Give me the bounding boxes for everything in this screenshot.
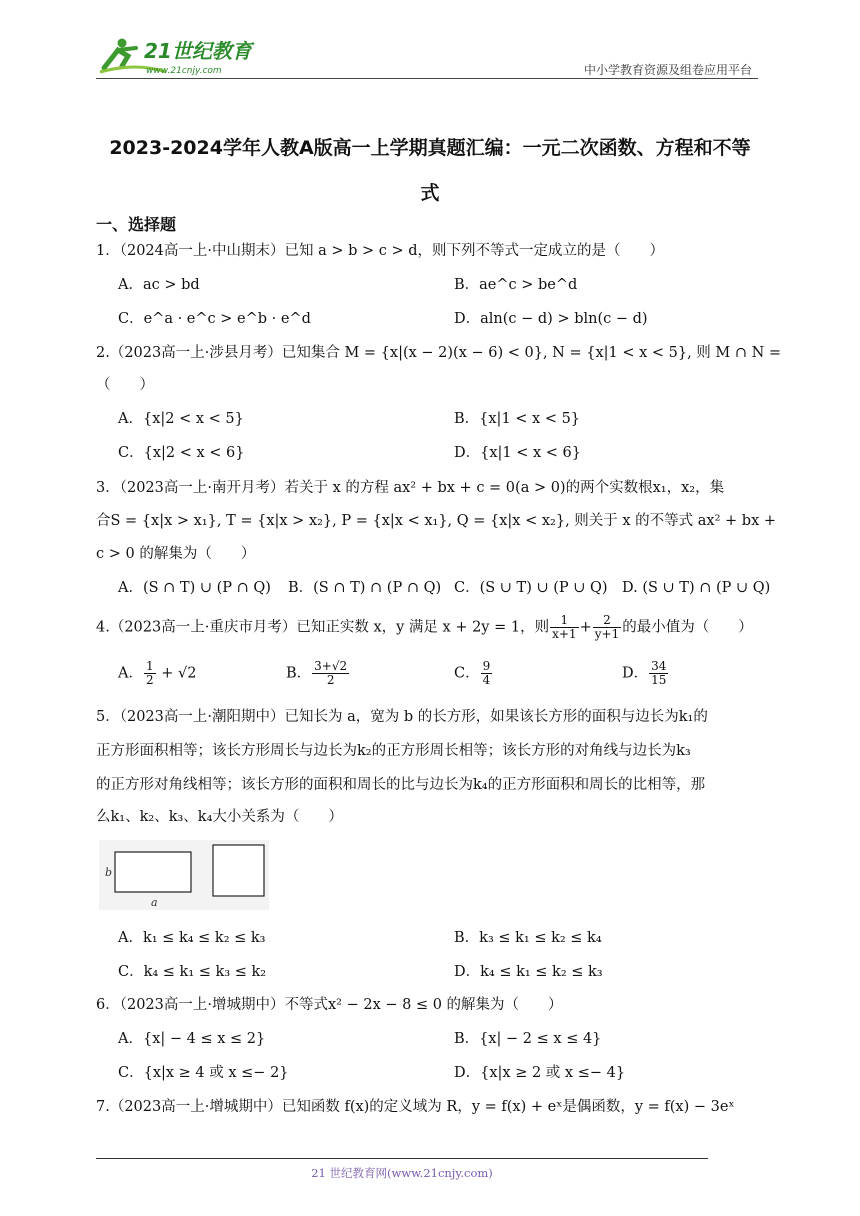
q1-option-b: B．ae^c > be^d — [454, 277, 578, 293]
q3-stem-cont: 合S = {x|x > x₁}, T = {x|x > x₂}, P = {x|x < x₁}, Q = {x|x < x₂}, 则关于 x 的不等式 ax² + bx + — [96, 513, 777, 529]
page-title-cont: 式 — [420, 182, 440, 204]
q3-option-c: C．(S ∪ T) ∪ (P ∪ Q) — [454, 580, 608, 596]
q4-stem-b: 的最小值为（ ） — [622, 619, 753, 636]
q4-option-c: C． $\frac{9}{4}$ — [454, 659, 491, 687]
q6-stem: 6．（2023高一上·增城期中）不等式x² − 2x − 8 ≤ 0 的解集为（ ） — [96, 997, 563, 1013]
q5-stem-2: 正方形面积相等；该长方形周长与边长为k₂的正方形周长相等；该长方形的对角线与边长为k₃ — [96, 743, 691, 759]
q7-stem: 7.（2023高一上·增城期中）已知函数 f(x)的定义域为 R，y = f(x) + eˣ是偶函数，y = f(x) − 3eˣ — [96, 1099, 735, 1115]
q6-option-c: C．{x|x ≥ 4 或 x ≤− 2} — [118, 1065, 289, 1081]
q5-stem-3: 的正方形对角线相等；该长方形的面积和周长的比与边长为k₄的正方形面积和周长的比相等，那 — [96, 777, 706, 793]
page-header — [96, 30, 756, 80]
q5-option-a: A．k₁ ≤ k₄ ≤ k₂ ≤ k₃ — [118, 930, 266, 946]
logo-text: 21世纪教育 — [144, 39, 252, 63]
q2-option-a: A．{x|2 < x < 5} — [118, 411, 244, 427]
q4-fraction-2: $\frac{2}{y+1}$ — [594, 613, 620, 641]
footer-text: 21 世纪教育网(www.21cnjy.com) — [311, 1166, 493, 1180]
q2-option-b: B．{x|1 < x < 5} — [454, 411, 581, 427]
q6-option-b: B．{x| − 2 ≤ x ≤ 4} — [454, 1031, 602, 1047]
q3-option-d: D. (S ∪ T) ∩ (P ∪ Q) — [622, 580, 771, 596]
q2-stem-cont: （ ） — [96, 377, 154, 393]
q4-stem: 4.（2023高一上·重庆市月考）已知正实数 x，y 满足 x + 2y = 1，则 $\frac{1}{x+1}$ + $\frac{2}{y+1}$ 的最小值为（ ） — [96, 613, 753, 641]
logo-icon — [96, 34, 266, 78]
page-title: 2023-2024学年人教A版高一上学期真题汇编：一元二次函数、方程和不等 — [109, 137, 751, 159]
q4-option-d: D． $\frac{34}{15}$ — [622, 659, 667, 687]
q5-option-b: B．k₃ ≤ k₁ ≤ k₂ ≤ k₄ — [454, 930, 602, 946]
footer-divider — [96, 1158, 708, 1159]
q1-option-c: C．e^a · e^c > e^b · e^d — [118, 311, 311, 327]
q4-fraction-1: $\frac{1}{x+1}$ — [552, 613, 577, 641]
q6-option-a: A．{x| − 4 ≤ x ≤ 2} — [118, 1031, 266, 1047]
q6-option-d: D．{x|x ≥ 2 或 x ≤− 4} — [454, 1065, 626, 1081]
q1-stem: 1．（2024高一上·中山期末）已知 a > b > c > d，则下列不等式一定成立的是（ ） — [96, 243, 665, 259]
q5-stem-4: 么k₁、k₂、k₃、k₄大小关系为（ ） — [96, 809, 343, 825]
q4-option-b: B． $\frac{3+√2}{2}$ — [286, 659, 348, 687]
q5-stem: 5．（2023高一上·潮阳期中）已知长为 a，宽为 b 的长方形，如果该长方形的面积与边长为k₁的 — [96, 709, 708, 725]
q2-stem: 2.（2023高一上·涉县月考）已知集合 M = {x|(x − 2)(x − 6) < 0}, N = {x|1 < x < 5}, 则 M ∩ N = — [96, 345, 782, 361]
rectangle-square-figure — [99, 840, 269, 910]
header-divider — [96, 78, 758, 79]
section-heading: 一、选择题 — [96, 215, 177, 234]
q2-option-c: C．{x|2 < x < 6} — [118, 445, 245, 461]
q4-option-a: A． $\frac{1}{2}$ + √2 — [118, 659, 197, 687]
q3-option-a: A．(S ∩ T) ∪ (P ∩ Q) — [118, 580, 271, 596]
q3-stem: 3．（2023高一上·南开月考）若关于 x 的方程 ax² + bx + c = 0(a > 0)的两个实数根x₁，x₂，集 — [96, 480, 725, 496]
q1-option-d: D．aln(c − d) > bln(c − d) — [454, 311, 648, 327]
q3-stem-end: c > 0 的解集为（ ） — [96, 546, 256, 562]
q2-option-d: D．{x|1 < x < 6} — [454, 445, 582, 461]
figure-label-a: a — [151, 896, 158, 909]
q5-option-d: D．k₄ ≤ k₁ ≤ k₂ ≤ k₃ — [454, 964, 603, 980]
q1-option-a: A．ac > bd — [118, 277, 200, 293]
q3-option-b: B．(S ∩ T) ∩ (P ∩ Q) — [288, 580, 442, 596]
logo-url: www.21cnjy.com — [146, 66, 222, 76]
platform-name: 中小学教育资源及组卷应用平台 — [583, 63, 752, 77]
q5-option-c: C．k₄ ≤ k₁ ≤ k₃ ≤ k₂ — [118, 964, 267, 980]
q4-stem-a: 4.（2023高一上·重庆市月考）已知正实数 x，y 满足 x + 2y = 1，则 — [96, 619, 550, 636]
figure-label-b: b — [105, 866, 113, 879]
